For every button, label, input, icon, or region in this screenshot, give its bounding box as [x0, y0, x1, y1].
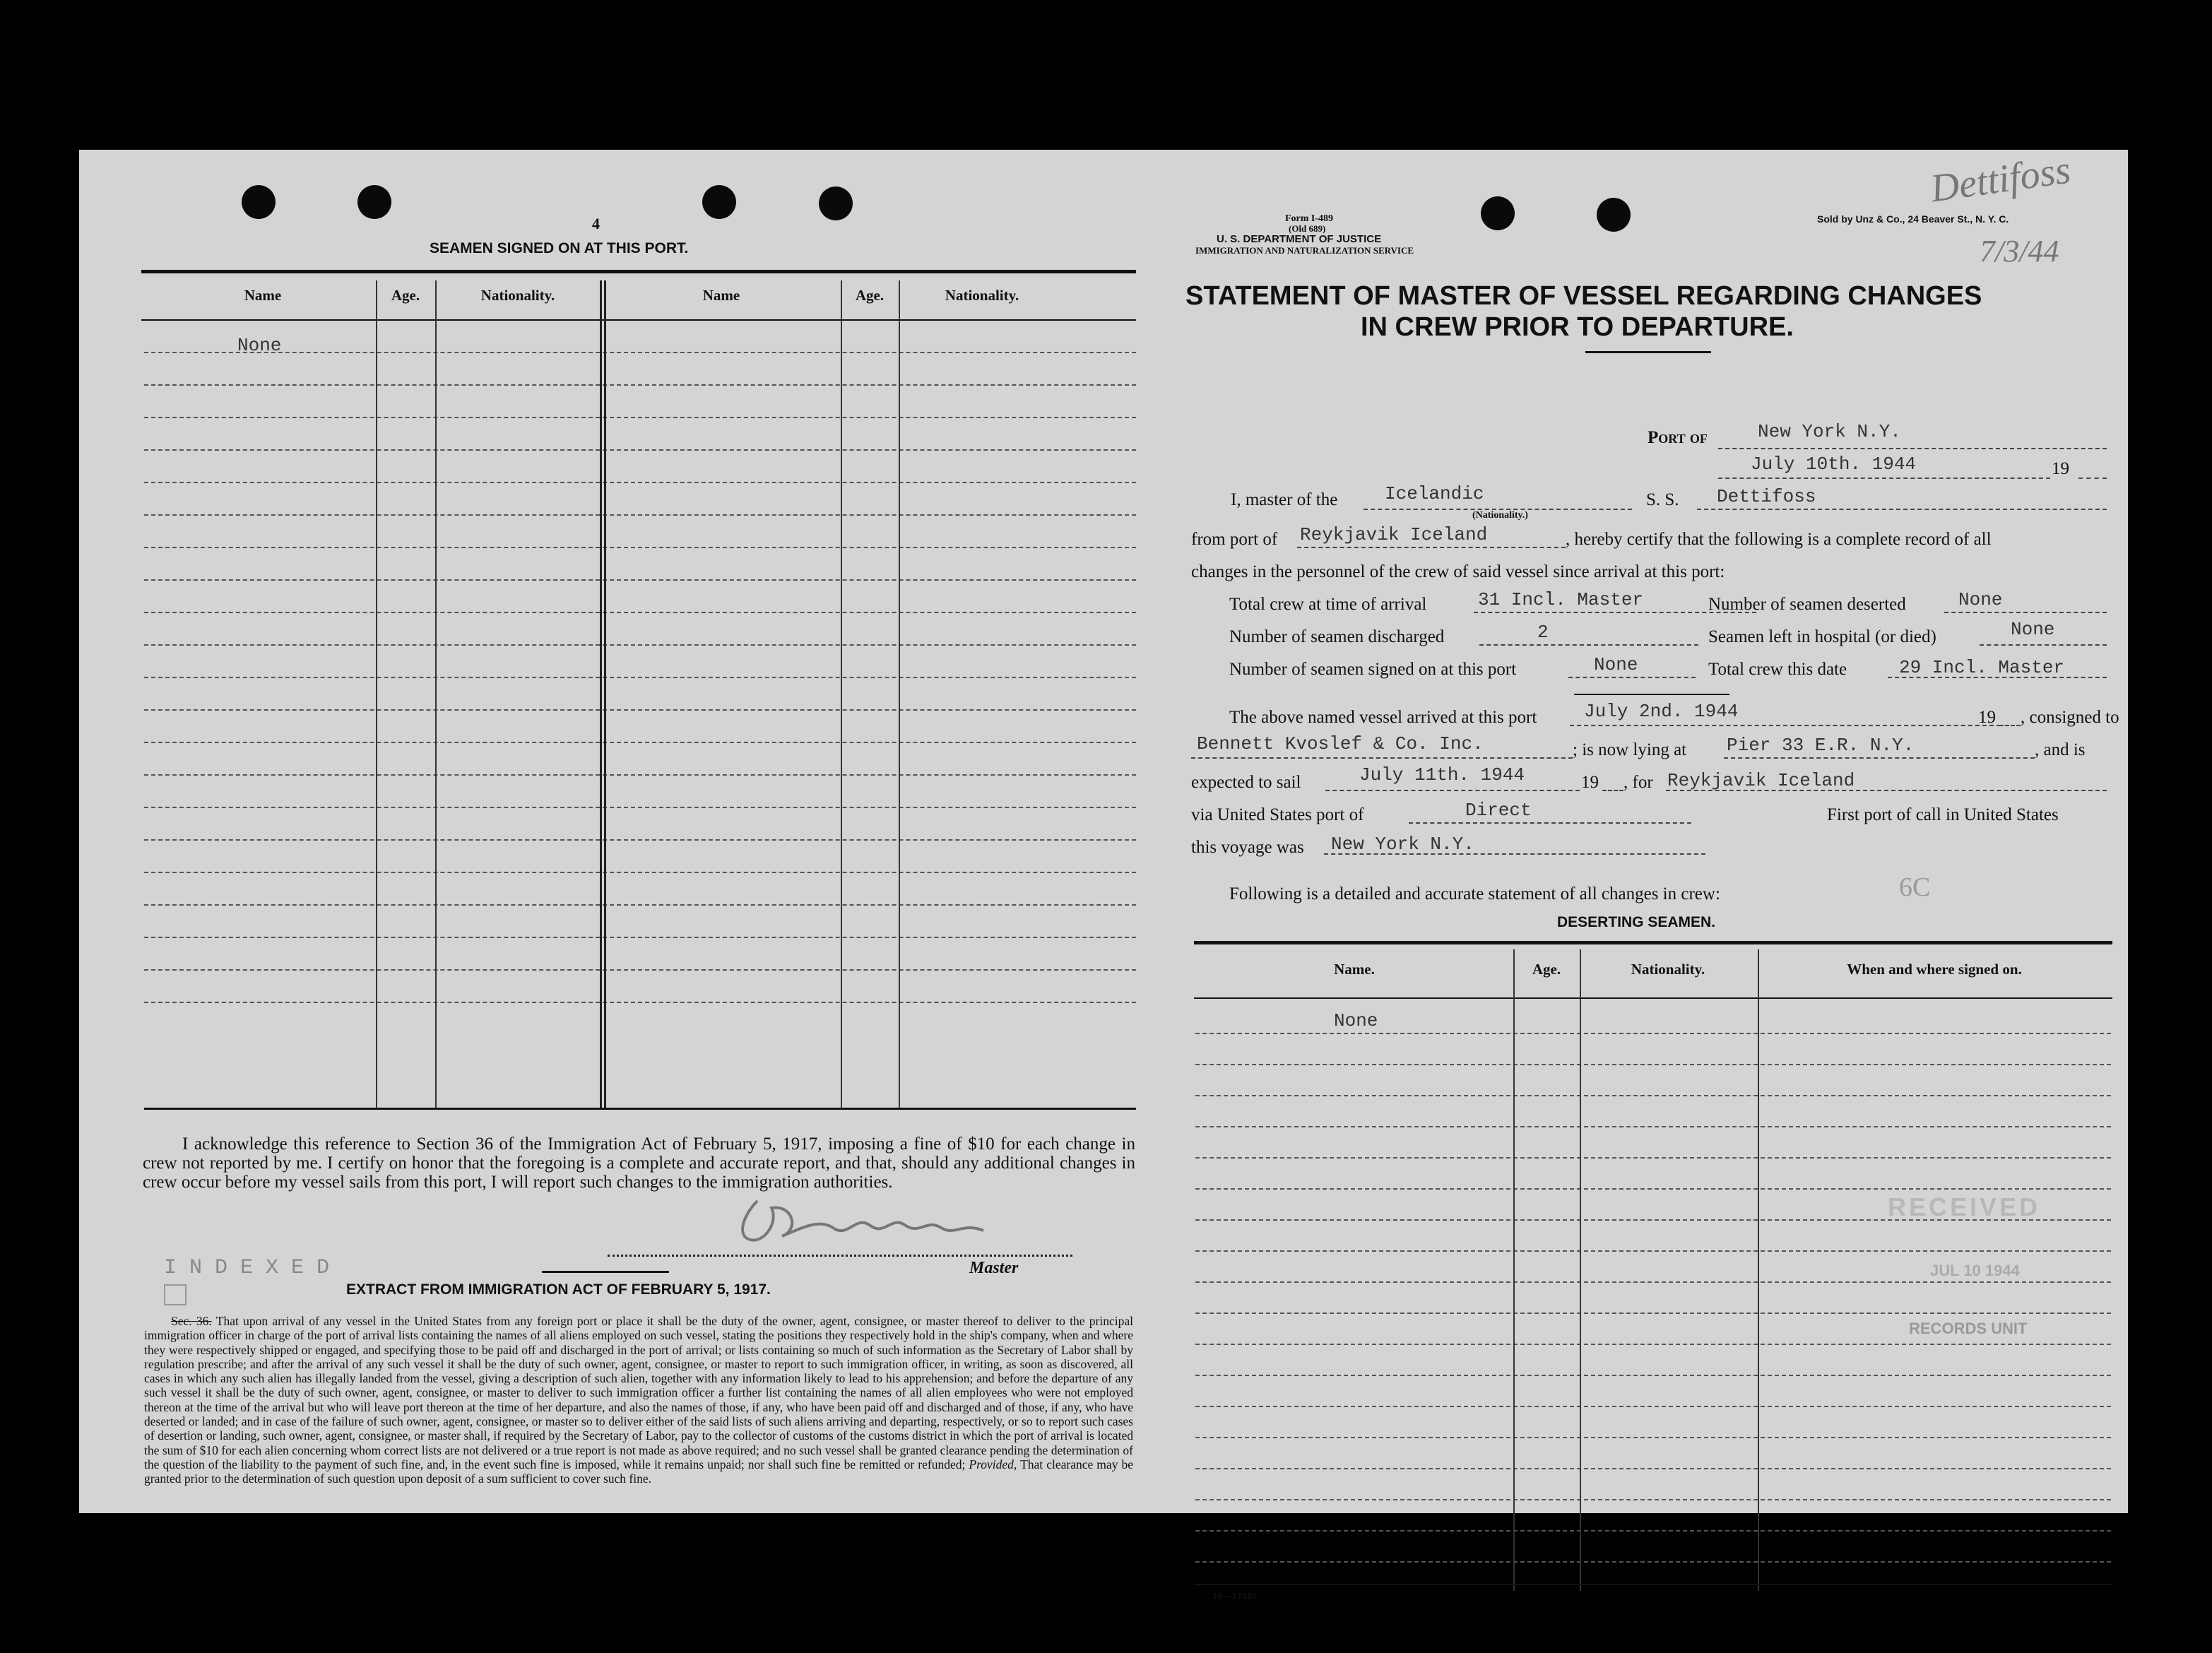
total-crew-arrival-value: 31 Incl. Master	[1478, 589, 1644, 610]
for-label: , for	[1623, 773, 1653, 792]
total-crew-arrival-label: Total crew at time of arrival	[1229, 595, 1427, 614]
table-row-rule	[144, 449, 1136, 451]
table-row-rule	[1195, 1313, 2111, 1314]
arrived-label: The above named vessel arrived at this port	[1229, 708, 1537, 727]
deserted-value: None	[1958, 589, 2003, 610]
table-row-rule	[1195, 1064, 2111, 1065]
table-row-rule	[144, 937, 1136, 938]
punch-hole	[1481, 196, 1515, 230]
table-row-rule	[144, 482, 1136, 483]
column-header: Name.	[1334, 961, 1375, 978]
ss-label: S. S.	[1646, 490, 1679, 509]
table-row-rule	[144, 514, 1136, 516]
table-row-rule	[144, 839, 1136, 841]
title-underline	[1585, 351, 1711, 353]
punch-hole	[819, 186, 853, 220]
table-row-rule	[144, 579, 1136, 581]
header-rule	[141, 319, 1136, 321]
table-row-rule	[1195, 1375, 2111, 1376]
signature-mark	[715, 1187, 1019, 1250]
consignee-value: Bennett Kvoslef & Co. Inc.	[1197, 733, 1484, 754]
column-header: Age.	[855, 287, 885, 304]
table-row-rule	[144, 872, 1136, 873]
table-row-rule	[144, 644, 1136, 646]
column-divider	[1580, 949, 1581, 1591]
hospital-blank	[1980, 644, 2107, 646]
old-form-number: (Old 689)	[1289, 223, 1326, 234]
via-value: Direct	[1465, 800, 1532, 821]
punch-hole	[702, 185, 736, 219]
received-stamp: RECEIVED	[1888, 1192, 2041, 1221]
extract-title: EXTRACT FROM IMMIGRATION ACT OF FEBRUARY 5, 1917.	[346, 1281, 771, 1298]
lying-blank	[1724, 757, 2035, 759]
handwritten-date: 7/3/44	[1980, 234, 2059, 268]
extract-text: Sec. 36. That upon arrival of any vessel in the United States from any foreign port or place it shall be the duty of the owner, agent, consignee, or master thereof to deliver to the principal immigration officer in charge of the port of arrival lists containing the names of all aliens employed on such vessel, stating the positions they respectively hold in the ship's company, when and where they were respectively shipped or engaged, and specifying those to be paid off and discharged in the port of arrival; or lists containing so much of such information as the Secretary of Labor shall by regulation prescribe; and after the arrival of any such vessel it shall be the duty of such owner, agent, consignee, or master to report to such immigration officer, in writing, as soon as discovered, all cases in which any such alien has illegally landed from the vessel, giving a description of such alien, together with any information likely to lead to his apprehension; and before the departure of any such vessel it shall be the duty of such owner, agent, consignee, or master to deliver to such immigration officer a further list containing the names of all alien employees who were not employed thereon at the time of the arrival but who will leave port thereon at the time of her departure, and also the names of those, if any, who have been paid off and discharged and of those, if any, who have deserted or landed; and in case of the failure of such owner, agent, consignee, or master so to deliver either of the said lists of such aliens arriving and departing, respectively, or so to report such cases of desertion or landing, such owner, agent, consignee, or master shall, if required by the Secretary of Labor, pay to the collector of customs of the customs district in which the port of arrival is located the sum of $10 for each alien concerning whom correct lists are not delivered or a true report is not made as above required; and no such vessel shall be granted clearance pending the determination of the question of the liability to the payment of such fine, and, in the event such fine is imposed, while it remains unpaid; nor shall such fine be remitted or refunded; Provided, That clearance may be granted prior to the determination of such question upon deposit of a sum sufficient to cover such fine.	[144, 1314, 1134, 1486]
discharged-value: 2	[1537, 622, 1549, 643]
column-header: Nationality.	[1631, 961, 1705, 978]
table-row-rule	[144, 709, 1136, 711]
year-prefix: 19	[1978, 708, 1996, 727]
department-name: U. S. DEPARTMENT OF JUSTICE	[1217, 233, 1382, 245]
year-blank	[2078, 478, 2107, 479]
total-crew-date-label: Total crew this date	[1708, 660, 1847, 679]
discharged-label: Number of seamen discharged	[1229, 627, 1445, 646]
table-row-rule	[1195, 1437, 2111, 1438]
table-row-rule	[1195, 1281, 2111, 1283]
port-blank	[1718, 448, 2107, 449]
table-row-rule	[144, 352, 1136, 353]
print-code: 16—17387	[1212, 1591, 1258, 1601]
table-row-rule	[1195, 1188, 2111, 1190]
arrived-underline	[1574, 694, 1729, 695]
nationality-caption: (Nationality.)	[1472, 510, 1528, 521]
table-entry: None	[1334, 1010, 1378, 1031]
service-name: IMMIGRATION AND NATURALIZATION SERVICE	[1195, 245, 1414, 256]
ship-name: Dettifoss	[1717, 486, 1816, 507]
section-title: SEAMEN SIGNED ON AT THIS PORT.	[430, 240, 689, 256]
table-row-rule	[144, 417, 1136, 418]
signed-on-blank	[1568, 677, 1696, 678]
column-divider	[899, 280, 900, 1108]
table-row-rule	[1195, 1468, 2111, 1469]
handwritten-note: Dettifoss	[1927, 148, 2074, 211]
consignee-blank	[1191, 757, 1573, 759]
via-blank	[1409, 822, 1691, 824]
discharged-blank	[1479, 644, 1698, 646]
table-row-rule	[1195, 1033, 2111, 1034]
consigned-label: , consigned to	[2021, 708, 2119, 727]
column-divider	[841, 280, 842, 1108]
from-port-value: Reykjavik Iceland	[1300, 524, 1488, 545]
table-row-rule	[1195, 1344, 2111, 1345]
expected-blank	[1325, 790, 1580, 791]
port-label: Port of	[1648, 428, 1708, 447]
table-row-rule	[144, 807, 1136, 808]
hospital-value: None	[2011, 619, 2055, 640]
lying-label: ; is now lying at	[1573, 740, 1687, 759]
table-entry: None	[237, 335, 282, 356]
column-divider	[1758, 949, 1759, 1591]
margin-mark: 6C	[1899, 872, 1931, 902]
table-row-rule	[144, 384, 1136, 386]
arrived-blank	[1570, 725, 2001, 726]
from-port-blank	[1297, 547, 1566, 548]
punch-hole	[1597, 198, 1631, 232]
table-row-rule	[1195, 1561, 2111, 1563]
column-header: Nationality.	[945, 287, 1019, 304]
deserted-label: Number of seamen deserted	[1708, 595, 1906, 614]
column-header: Name	[244, 287, 282, 304]
punch-hole	[242, 185, 276, 219]
table-top-rule	[141, 270, 1136, 273]
table-row-rule	[144, 774, 1136, 776]
acknowledgement-text: I acknowledge this reference to Section 36 of the Immigration Act of February 5, 1917, imposing a fine of $10 for each change in crew not reported by me. I certify on honor that the foregoing is a complete and accurate report, and that, should any additional changes in crew occur before my vessel sails from this port, I will report such changes to the immigration authorities.	[143, 1134, 1135, 1192]
publisher-note: Sold by Unz & Co., 24 Beaver St., N. Y. C.	[1817, 213, 2009, 225]
table-row-rule	[1195, 1406, 2111, 1407]
total-crew-date-value: 29 Incl. Master	[1899, 657, 2065, 678]
nationality-value: Icelandic	[1385, 483, 1484, 504]
deserting-table-top-rule	[1194, 941, 2112, 944]
year-blank	[1999, 725, 2021, 726]
column-divider	[376, 280, 377, 1108]
signature-line	[608, 1255, 1072, 1257]
table-row-rule	[144, 677, 1136, 678]
destination-value: Reykjavik Iceland	[1667, 770, 1855, 791]
extract-section-label: Sec. 36.	[171, 1314, 212, 1328]
form-number: Form I-489	[1285, 213, 1334, 224]
lying-value: Pier 33 E.R. N.Y.	[1727, 735, 1915, 756]
master-of-label: I, master of the	[1231, 490, 1338, 509]
table-row-rule	[144, 612, 1136, 613]
ship-blank	[1697, 509, 2107, 510]
table-row-rule	[1195, 1250, 2111, 1252]
column-divider	[600, 280, 602, 1108]
column-divider	[604, 280, 606, 1108]
from-port-label: from port of	[1191, 530, 1278, 549]
received-date: JUL 10 1944	[1930, 1262, 2020, 1279]
first-port-label: First port of call in United States	[1827, 805, 2059, 824]
deserting-title: DESERTING SEAMEN.	[1557, 914, 1716, 930]
year-blank	[1602, 790, 1623, 791]
indexed-stamp-mark	[164, 1284, 187, 1305]
table-row-rule	[1195, 1126, 2111, 1127]
bottom-rule	[1194, 1584, 2112, 1585]
port-value: New York N.Y.	[1758, 421, 1901, 442]
extract-rule	[542, 1271, 669, 1273]
signature-caption: Master	[969, 1259, 1019, 1277]
table-row-rule	[144, 904, 1136, 906]
changes-text: changes in the personnel of the crew of said vessel since arrival at this port:	[1191, 562, 1725, 581]
deserting-header-rule	[1194, 997, 2112, 999]
expected-label: expected to sail	[1191, 773, 1301, 792]
year-prefix: 19	[1581, 773, 1599, 792]
column-divider	[1513, 949, 1515, 1591]
date-value: July 10th. 1944	[1751, 454, 1917, 475]
certify-text: , hereby certify that the following is a complete record of all	[1566, 530, 1992, 549]
column-header: Age.	[1532, 961, 1561, 978]
table-row-rule	[144, 969, 1136, 971]
column-header: Age.	[391, 287, 420, 304]
year-prefix: 19	[2052, 459, 2069, 478]
table-row-rule	[1195, 1499, 2111, 1500]
received-unit: RECORDS UNIT	[1909, 1320, 2028, 1337]
table-row-rule	[1195, 1157, 2111, 1159]
column-header: Nationality.	[480, 287, 555, 304]
signed-on-label: Number of seamen signed on at this port	[1229, 660, 1517, 679]
table-bottom-rule	[144, 1108, 1136, 1110]
table-row-rule	[1195, 1095, 2111, 1096]
table-row-rule	[1195, 1530, 2111, 1531]
page-number: 4	[592, 215, 600, 232]
deserted-blank	[1944, 612, 2107, 613]
punch-hole	[357, 185, 391, 219]
arrived-value: July 2nd. 1944	[1584, 701, 1739, 722]
table-row-rule	[144, 1002, 1136, 1003]
form-title-line1: STATEMENT OF MASTER OF VESSEL REGARDING CHANGES	[1185, 281, 1982, 311]
column-divider	[435, 280, 437, 1108]
date-blank	[1718, 478, 2050, 479]
column-header: When and where signed on.	[1847, 961, 2022, 978]
following-text: Following is a detailed and accurate statement of all changes in crew:	[1229, 884, 1720, 903]
form-title-line2: IN CREW PRIOR TO DEPARTURE.	[1361, 312, 1794, 342]
column-header: Name	[702, 287, 740, 304]
expected-value: July 11th. 1944	[1359, 764, 1525, 786]
voyage-label: this voyage was	[1191, 838, 1304, 857]
voyage-value: New York N.Y.	[1331, 834, 1474, 855]
and-is-label: , and is	[2035, 740, 2086, 759]
hospital-label: Seamen left in hospital (or died)	[1708, 627, 1936, 646]
document-sheet	[79, 148, 2128, 1601]
indexed-stamp: I N D E X E D	[164, 1256, 330, 1280]
table-row-rule	[144, 547, 1136, 548]
via-label: via United States port of	[1191, 805, 1364, 824]
table-row-rule	[144, 742, 1136, 743]
signed-on-value: None	[1594, 654, 1638, 675]
